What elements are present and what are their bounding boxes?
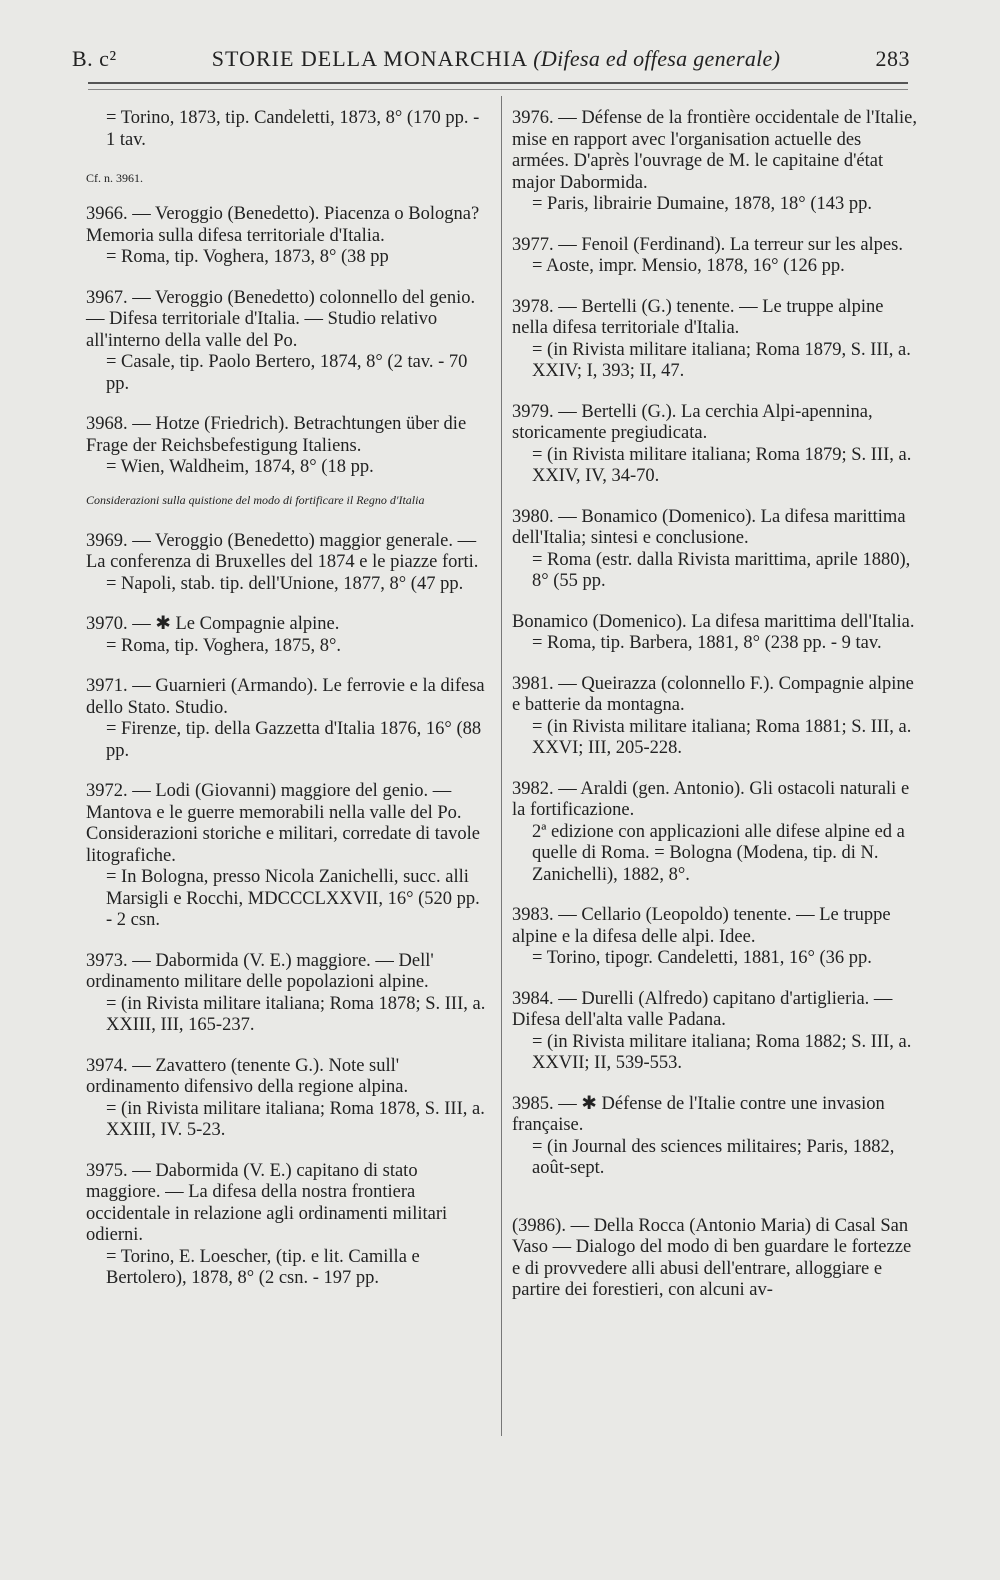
- left-column: [86, 108, 486, 1309]
- entry-publication: = Roma, tip. Voghera, 1873, 8° (38 pp: [106, 247, 389, 267]
- entry-publication: = Napoli, stab. tip. dell'Unione, 1877, 8° (47 pp.: [106, 573, 464, 594]
- bib-entry: [86, 1056, 486, 1142]
- entry-publication: = (in Rivista militare italiana; Roma 1882; S. III, a. XXVII; II, 539-553.: [532, 1031, 912, 1073]
- entry-text: 3969. — Veroggio (Benedetto) maggior generale. — La conferenza di Bruxelles del 1874 e le piazze forti.: [86, 530, 479, 572]
- bib-entry: [86, 1161, 486, 1290]
- entry-text: 3980. — Bonamico (Domenico). La difesa marittima dell'Italia; sintesi e conclusione.: [512, 506, 906, 548]
- entry-publication: = Paris, librairie Dumaine, 1878, 18° (143 pp.: [532, 194, 872, 214]
- entry-publication: = (in Journal des sciences militaires; Paris, 1882, août-sept.: [532, 1136, 895, 1178]
- entry-publication: = Firenze, tip. della Gazzetta d'Italia 1876, 16° (88 pp.: [106, 719, 482, 761]
- bib-entry: [86, 108, 486, 151]
- bib-entry: [512, 1216, 922, 1302]
- bib-entry: [512, 297, 922, 383]
- entry-publication: = Torino, E. Loescher, (tip. e lit. Camilla e Bertolero), 1878, 8° (2 csn. - 197 pp.: [106, 1246, 420, 1288]
- entry-text: 3975. — Dabormida (V. E.) capitano di stato maggiore. — La difesa della nostra frontiera occidentale in relazione agli ordinamenti militari odierni.: [86, 1160, 448, 1245]
- column-divider: [501, 96, 502, 1436]
- entry-publication: = Roma (estr. dalla Rivista marittima, aprile 1880), 8° (55 pp.: [532, 549, 911, 591]
- entry-publication: = (in Rivista militare italiana; Roma 1878, S. III, a. XXIII, IV. 5-23.: [106, 1098, 485, 1140]
- bib-entry: [512, 507, 922, 593]
- entry-publication: 2ª edizione con applicazioni alle difese alpine ed a quelle di Roma. = Bologna (Modena, tip. di N. Zanichelli), 1882, 8°.: [532, 821, 905, 885]
- bib-entry: [86, 204, 486, 269]
- running-title: [212, 46, 780, 72]
- annotation-note: Considerazioni sulla quistione del modo di fortificare il Regno d'Italia: [86, 492, 425, 507]
- bib-entry: [512, 905, 922, 970]
- entry-text: Bonamico (Domenico). La difesa marittima dell'Italia.: [512, 611, 915, 632]
- bib-entry: [512, 612, 922, 655]
- entry-text: 3968. — Hotze (Friedrich). Betrachtungen über die Frage der Reichsbefestigung Italiens.: [86, 414, 467, 456]
- entry-publication: = (in Rivista militare italiana; Roma 1879; S. III, a. XXIV, IV, 34-70.: [532, 444, 912, 486]
- cross-reference: Cf. n. 3961.: [86, 171, 143, 185]
- entry-text: 3981. — Queirazza (colonnello F.). Compagnie alpine e batterie da montagna.: [512, 673, 914, 715]
- bib-entry: [512, 989, 922, 1075]
- entry-text: = Torino, 1873, tip. Candeletti, 1873, 8° (170 pp. - 1 tav.: [106, 108, 480, 150]
- bib-entry: [512, 402, 922, 488]
- entry-text: 3979. — Bertelli (G.). La cerchia Alpi-apennina, storicamente pregiudicata.: [512, 401, 873, 443]
- entry-text: 3974. — Zavattero (tenente G.). Note sull' ordinamento difensivo della regione alpina.: [86, 1055, 409, 1097]
- entry-text: 3985. — ✱ Défense de l'Italie contre une invasion française.: [512, 1093, 885, 1135]
- page-number: 283: [875, 46, 910, 71]
- bib-entry: [512, 108, 922, 216]
- entry-text: 3966. — Veroggio (Benedetto). Piacenza o Bologna? Memoria sulla difesa territoriale d'Italia.: [86, 204, 480, 246]
- bib-entry: [86, 676, 486, 762]
- entry-text: 3978. — Bertelli (G.) tenente. — Le truppe alpine nella difesa territoriale d'Italia.: [512, 296, 884, 338]
- header-rule: [88, 82, 908, 84]
- entry-text: 3976. — Défense de la frontière occidentale de l'Italie, mise en rapport avec l'organisation actuelle des armées. D'après l'ouvrage de M. le capitaine d'état major Dabormida.: [512, 108, 918, 193]
- running-title-main: STORIE DELLA MONARCHIA: [211, 46, 527, 71]
- entry-publication: = In Bologna, presso Nicola Zanichelli, succ. alli Marsigli e Rocchi, MDCCCLXXVII, 16° (520 pp. - 2 csn.: [106, 867, 480, 930]
- entry-text: 3982. — Araldi (gen. Antonio). Gli ostacoli naturali e la fortificazione.: [512, 778, 910, 820]
- header-rule-thin: [88, 89, 908, 90]
- entry-text: 3984. — Durelli (Alfredo) capitano d'artiglieria. — Difesa dell'alta valle Padana.: [512, 988, 893, 1030]
- entry-text: (3986). — Della Rocca (Antonio Maria) di Casal San Vaso — Dialogo del modo di ben guardare le fortezze e di provvedere alli abusi dell'entrare, alloggiare e partire dei forestieri, con alcuni av-: [512, 1215, 912, 1300]
- bib-entry: [512, 1094, 922, 1180]
- bib-entry: [86, 288, 486, 396]
- page-header: [72, 46, 910, 72]
- entry-publication: = Torino, tipogr. Candeletti, 1881, 16° (36 pp.: [532, 948, 872, 968]
- entry-publication: = Roma, tip. Voghera, 1875, 8°.: [106, 635, 342, 656]
- right-column: [512, 108, 922, 1321]
- running-title-sub: (Difesa ed offesa generale): [533, 46, 781, 71]
- entry-text: 3970. — ✱ Le Compagnie alpine.: [86, 614, 340, 634]
- bib-entry: [512, 779, 922, 887]
- bib-entry: [86, 781, 486, 932]
- bib-entry: [86, 614, 486, 657]
- entry-publication: = Casale, tip. Paolo Bertero, 1874, 8° (2 tav. - 70 pp.: [106, 352, 468, 394]
- entry-text: 3972. — Lodi (Giovanni) maggiore del genio. — Mantova e le guerre memorabili nella valle del Po. Considerazioni storiche e militari, corredate di tavole litografiche.: [86, 781, 481, 866]
- entry-text: 3983. — Cellario (Leopoldo) tenente. — Le truppe alpine e la difesa delle alpi. Idee.: [512, 905, 891, 947]
- entry-publication: = (in Rivista militare italiana; Roma 1879, S. III, a. XXIV; I, 393; II, 47.: [532, 339, 911, 381]
- entry-publication: = Roma, tip. Barbera, 1881, 8° (238 pp. - 9 tav.: [532, 633, 882, 653]
- entry-publication: = (in Rivista militare italiana; Roma 1878; S. III, a. XXIII, III, 165-237.: [106, 993, 486, 1035]
- entry-publication: = (in Rivista militare italiana; Roma 1881; S. III, a. XXVI; III, 205-228.: [532, 716, 912, 758]
- entry-publication: = Wien, Waldheim, 1874, 8° (18 pp.: [106, 457, 374, 477]
- bib-entry: [86, 951, 486, 1037]
- bib-entry: [86, 414, 486, 479]
- bib-entry: [512, 674, 922, 760]
- signature-mark: B. c²: [72, 46, 117, 71]
- bib-entry: [512, 235, 922, 278]
- entry-text: 3977. — Fenoil (Ferdinand). La terreur sur les alpes.: [512, 234, 903, 255]
- entry-text: 3973. — Dabormida (V. E.) maggiore. — Dell' ordinamento militare delle popolazioni alpine.: [86, 950, 434, 992]
- entry-publication: = Aoste, impr. Mensio, 1878, 16° (126 pp.: [532, 256, 845, 276]
- bib-entry: [86, 531, 486, 596]
- entry-text: 3971. — Guarnieri (Armando). Le ferrovie e la difesa dello Stato. Studio.: [86, 676, 485, 718]
- entry-text: 3967. — Veroggio (Benedetto) colonnello del genio. — Difesa territoriale d'Italia. — Studio relativo all'interno della valle del Po.: [86, 287, 476, 351]
